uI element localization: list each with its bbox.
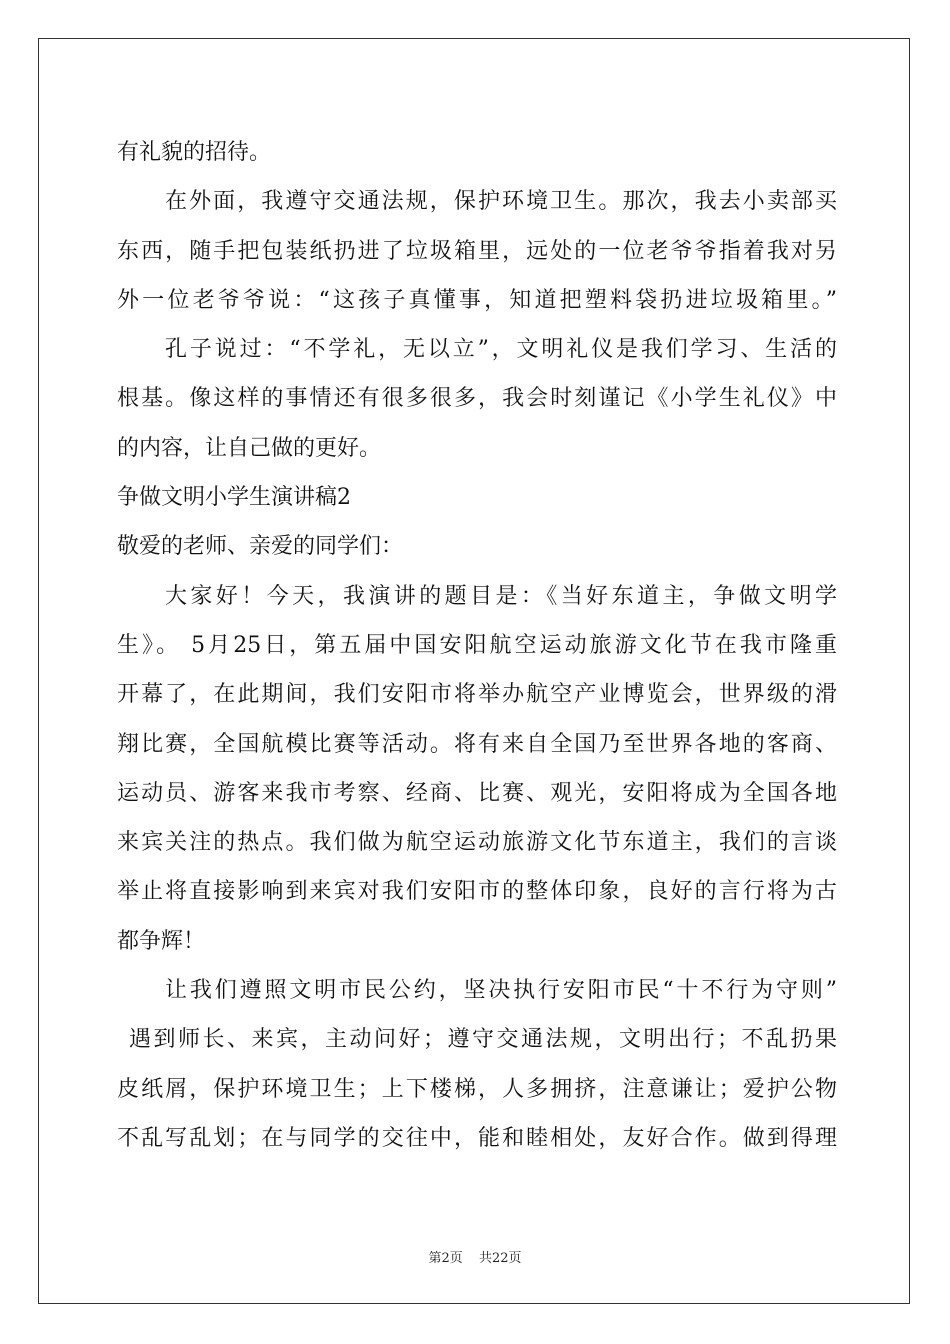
page-total: 共22页	[478, 1251, 522, 1266]
text-line: 根基。像这样的事情还有很多很多，我会时刻谨记《小学生礼仪》中	[117, 386, 837, 412]
text-line: 不乱写乱划；在与同学的交往中，能和睦相处，友好合作。做到得理	[117, 1125, 837, 1151]
text-line: 在外面，我遵守交通法规，保护环境卫生。那次，我去小卖部买	[165, 189, 837, 215]
page-number: 第2页	[428, 1251, 463, 1266]
text-line: 的内容，让自己做的更好。	[117, 435, 382, 461]
page-footer	[0, 1247, 950, 1266]
text-line: 遇到师长、来宾，主动问好；遵守交通法规，文明出行；不乱扔果	[129, 1027, 837, 1053]
text-line: 来宾关注的热点。我们做为航空运动旅游文化节东道主，我们的言谈	[117, 830, 837, 856]
text-line: 皮纸屑，保护环境卫生；上下楼梯，人多拥挤，注意谦让；爱护公物	[117, 1076, 837, 1102]
text-line: 外一位老爷爷说：“这孩子真懂事，知道把塑料袋扔进垃圾箱里。”	[117, 287, 837, 313]
text-line: 举止将直接影响到来宾对我们安阳市的整体印象，良好的言行将为古	[117, 879, 837, 905]
text-line: 开幕了，在此期间，我们安阳市将举办航空产业博览会，世界级的滑	[117, 682, 837, 708]
text-line: 孔子说过：“不学礼，无以立”，文明礼仪是我们学习、生活的	[165, 337, 837, 363]
text-line: 运动员、游客来我市考察、经商、比赛、观光，安阳将成为全国各地	[117, 780, 837, 806]
text-line: 东西，随手把包装纸扔进了垃圾箱里，远处的一位老爷爷指着我对另	[117, 238, 837, 264]
text-line: 敬爱的老师、亲爱的同学们：	[117, 534, 404, 560]
text-line: 生》。 5月25日，第五届中国安阳航空运动旅游文化节在我市隆重	[117, 632, 837, 658]
text-line: 都争辉！	[117, 928, 206, 954]
text-line: 翔比赛，全国航模比赛等活动。将有来自全国乃至世界各地的客商、	[117, 731, 837, 757]
text-line: 让我们遵照文明市民公约，坚决执行安阳市民“十不行为守则”	[165, 978, 837, 1004]
text-line: 争做文明小学生演讲稿2	[117, 485, 351, 511]
document-body	[117, 128, 837, 1163]
text-line: 有礼貌的招待。	[117, 140, 272, 165]
text-line: 大家好！今天，我演讲的题目是：《当好东道主，争做文明学	[165, 583, 837, 609]
